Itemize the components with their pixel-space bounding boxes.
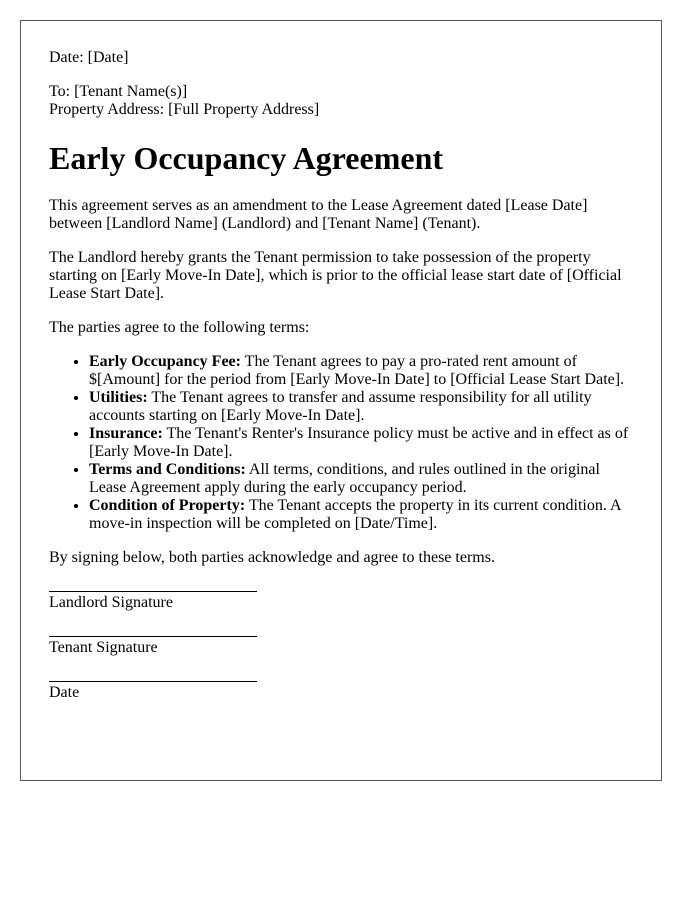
term-item <box>89 497 633 533</box>
signature-label: Tenant Signature <box>49 639 158 656</box>
term-text: The Tenant agrees to transfer and assume responsibility for all utility accounts starting on [Early Move-In Date]. <box>89 389 592 424</box>
term-label: Utilities: <box>89 389 148 406</box>
term-label: Condition of Property: <box>89 497 246 514</box>
permission-paragraph: The Landlord hereby grants the Tenant permission to take possession of the property starting on [Early Move-In Date], which is prior to the official lease start date of [Official Lease Start Date]. <box>49 249 622 302</box>
agreement-document <box>20 20 662 781</box>
signature-line <box>49 636 257 637</box>
signature-label: Landlord Signature <box>49 594 173 611</box>
term-item <box>89 389 633 425</box>
signature-line <box>49 591 257 592</box>
property-address-line: Property Address: [Full Property Address] <box>49 101 320 118</box>
intro-paragraph: This agreement serves as an amendment to the Lease Agreement dated [Lease Date] between [Landlord Name] (Landlord) and [Tenant Name] (Tenant). <box>49 197 588 232</box>
term-text: The Tenant agrees to pay a pro-rated rent amount of $[Amount] for the period from [Early Move-In Date] to [Official Lease Start Date]. <box>89 353 625 388</box>
date-signature-block <box>49 681 633 702</box>
term-label: Terms and Conditions: <box>89 461 246 478</box>
term-label: Insurance: <box>89 425 163 442</box>
term-item <box>89 461 633 497</box>
term-item <box>89 353 633 389</box>
tenant-signature-block <box>49 636 633 657</box>
signature-line <box>49 681 257 682</box>
closing-paragraph: By signing below, both parties acknowledge and agree to these terms. <box>49 549 495 566</box>
term-text: All terms, conditions, and rules outlined in the original Lease Agreement apply during the early occupancy period. <box>89 461 600 496</box>
signature-label: Date <box>49 684 80 701</box>
signature-section <box>49 591 633 702</box>
to-line: To: [Tenant Name(s)] <box>49 83 188 100</box>
term-item <box>89 425 633 461</box>
term-text: The Tenant accepts the property in its current condition. A move-in inspection will be completed on [Date/Time]. <box>89 497 621 532</box>
terms-intro: The parties agree to the following terms: <box>49 319 310 336</box>
date-line: Date: [Date] <box>49 49 129 66</box>
landlord-signature-block <box>49 591 633 612</box>
term-text: The Tenant's Renter's Insurance policy must be active and in effect as of [Early Move-In Date]. <box>89 425 629 460</box>
recipient-block <box>49 83 633 119</box>
term-label: Early Occupancy Fee: <box>89 353 241 370</box>
page-title: Early Occupancy Agreement <box>49 140 444 176</box>
terms-list <box>49 353 633 533</box>
